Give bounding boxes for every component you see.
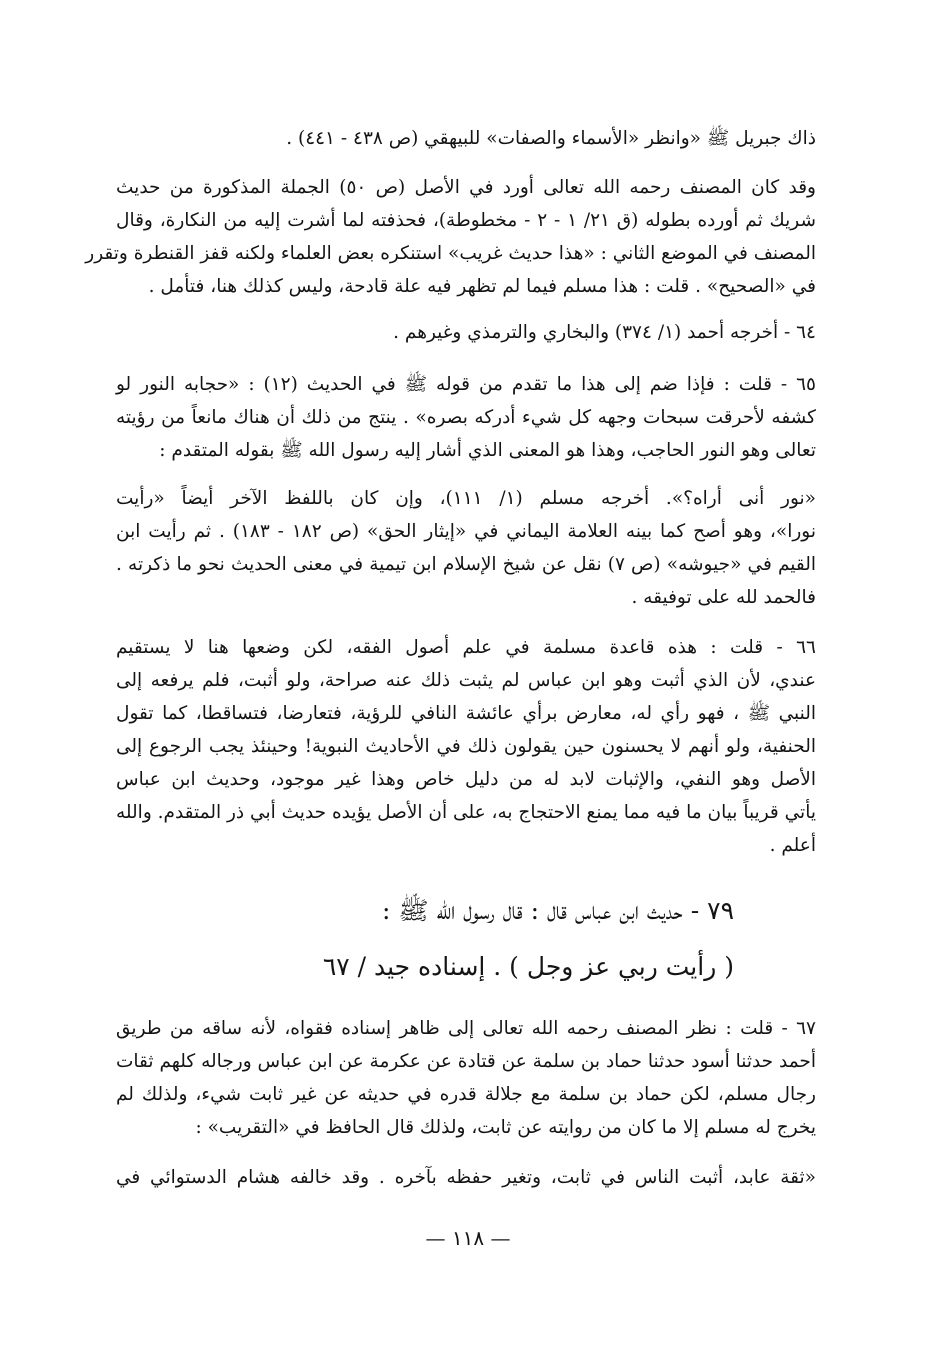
paragraph-note-continuation — [116, 122, 816, 155]
paragraph-note-sharik — [85, 171, 817, 303]
text-line: ذاك جبريل ﷺ «وانظر «الأسماء والصفات» للبيهقي (ص ٤٣٨ - ٤٤١) . — [286, 128, 816, 149]
text-line: في «الصحيح» . قلت : هذا مسلم فيما لم تظهر فيه علة قادحة، وليس كذلك هنا، فتأمل . — [148, 276, 816, 297]
text-line: رجال مسلم، لكن حماد بن سلمة مع جلالة قدره في حديثه عن غير ثابت شيء، ولذلك لم — [116, 1084, 816, 1105]
text-line: وقد كان المصنف رحمه الله تعالى أورد في الأصل (ص ٥٠) الجملة المذكورة من حديث — [116, 177, 816, 198]
text-line: ٦٦ - قلت : هذه قاعدة مسلمة في علم أصول الفقه، لكن وضعها هنا لا يستقيم — [116, 637, 816, 658]
text-line: أعلم . — [769, 835, 816, 856]
paragraph-note-65 — [116, 368, 816, 467]
text-line: نورا»، وهو أصح كما بينه العلامة اليماني في «إيثار الحق» (ص ١٨٢ - ١٨٣) . ثم رأيت ابن — [116, 521, 817, 542]
paragraph-note-65-cont — [116, 482, 816, 614]
text-line: «ثقة عابد، أثبت الناس في ثابت، وتغير حفظه بآخره . وقد خالفه هشام الدستوائي في — [116, 1167, 816, 1188]
hadith-heading — [116, 883, 816, 995]
text-line: ٦٥ - قلت : فإذا ضم إلى هذا ما تقدم من قوله ﷺ في الحديث (١٢) : «حجابه النور لو — [116, 374, 816, 395]
text-line: النبي ﷺ ، فهو رأي له، معارض برأي عائشة النافي للرؤية، فتعارضا، فتساقطا، كما تقول — [116, 703, 816, 724]
text-line: الحنفية، ولو أنهم لا يحسنون حين يقولون ذلك في الأحاديث النبوية! وحينئذ يجب الرجوع إلى — [116, 736, 816, 757]
text-line: يأتي قريباً بيان ما فيه مما يمنع الاحتجاج به، على أن الأصل يؤيده حديث أبي ذر المتقدم. والله — [116, 802, 816, 823]
text-line: أحمد حدثنا أسود حدثنا حماد بن سلمة عن قتادة عن عكرمة عن ابن عباس ورجاله كلهم ثقات — [116, 1051, 816, 1072]
paragraph-note-64 — [116, 316, 816, 349]
paragraph-note-67 — [116, 1012, 816, 1144]
text-line: فالحمد لله على توفيقه . — [631, 587, 816, 608]
paragraph-note-66 — [116, 631, 816, 862]
text-line: ٦٧ - قلت : نظر المصنف رحمه الله تعالى إلى ظاهر إسناده فقواه، لأنه ساقه من طريق — [116, 1018, 816, 1039]
text-line: المصنف في الموضع الثاني : «هذا حديث غريب» استنكره بعض العلماء ولكنه قفز القنطرة وتقرر — [85, 243, 816, 264]
text-line: كشفه لأحرقت سبحات وجهه كل شيء أدركه بصره» . ينتج من ذلك أن هناك مانعاً من رؤيته — [116, 407, 816, 428]
text-line: الأصل وهو النفي، والإثبات لابد له من دليل خاص وهذا غير موجود، وحديث ابن عباس — [116, 769, 816, 790]
page-number: — ١١٨ — — [425, 1226, 511, 1250]
text-line: «نور أنى أراه؟». أخرجه مسلم (١/ ١١١)، وإن كان باللفظ الآخر أيضاً «رأيت — [116, 488, 816, 509]
text-line: شريك ثم أورده بطوله (ق ٢١/ ١ - ٢ - مخطوطة)، فحذفته لما أشرت إليه من النكارة، وقال — [116, 210, 817, 231]
paragraph-note-67-quote — [116, 1161, 816, 1194]
text-line: تعالى وهو النور الحاجب، وهذا هو المعنى الذي أشار إليه رسول الله ﷺ بقوله المتقدم : — [159, 440, 816, 461]
hadith-text: ( رأيت ربي عز وجل ) . إسناده جيد / ٦٧ — [322, 952, 734, 981]
text-line: يخرج له مسلم إلا ما كان من روايته عن ثابت، ولذلك قال الحافظ في «التقريب» : — [195, 1117, 816, 1138]
text-line: عندي، لأن الذي أثبت وهو ابن عباس لم يثبت ذلك عنه صراحة، ولو أثبت، فلم يرفعه إلى — [116, 670, 816, 691]
text-line: ٦٤ - أخرجه أحمد (١/ ٣٧٤) والبخاري والترمذي وغيرهم . — [393, 322, 816, 343]
hadith-title: ٧٩ - حديث ابن عباس قال : قال رسول الله ﷺ : — [382, 896, 734, 925]
text-line: القيم في «جيوشه» (ص ٧) نقل عن شيخ الإسلام ابن تيمية في معنى الحديث نحو ما ذكرته . — [116, 554, 816, 575]
